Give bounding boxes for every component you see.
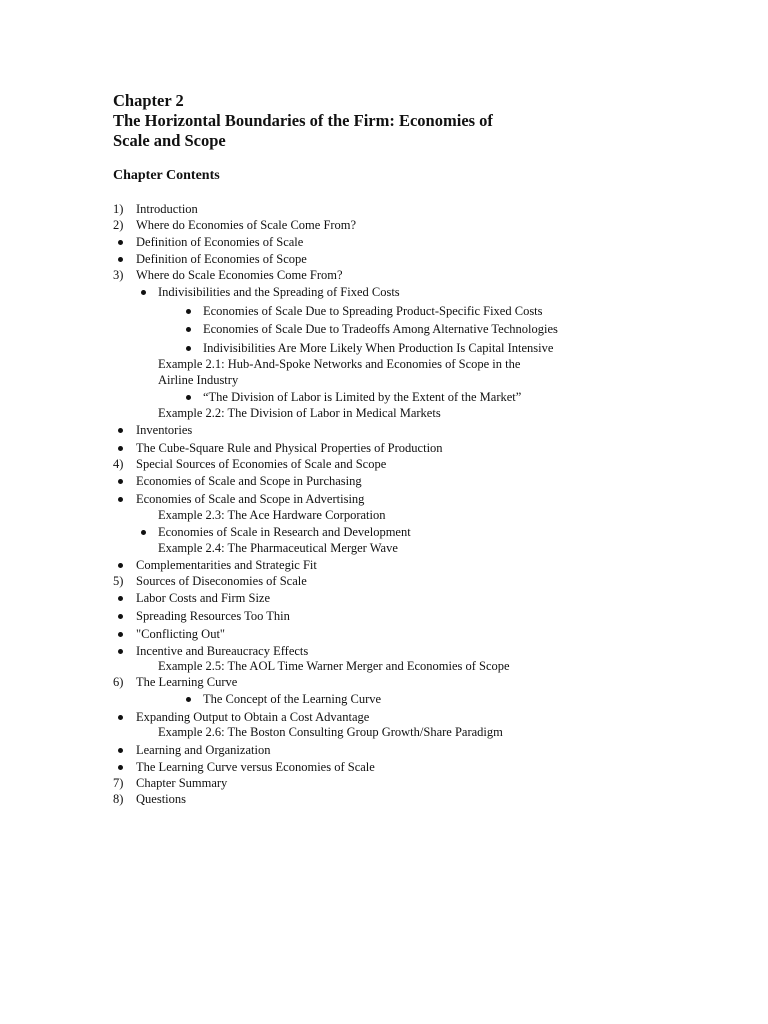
toc-item — [0, 692, 768, 708]
toc-item — [0, 235, 768, 251]
toc-item-label: Special Sources of Economies of Scale and Scope — [136, 457, 387, 471]
toc-item — [0, 322, 768, 338]
toc-example-item — [0, 508, 768, 524]
toc-item-number: 1) — [113, 202, 124, 216]
bullet-icon — [118, 614, 123, 619]
bullet-icon — [186, 309, 191, 314]
toc-item-label: Definition of Economies of Scope — [136, 252, 307, 266]
toc-item — [0, 574, 768, 590]
bullet-icon — [118, 765, 123, 770]
bullet-icon — [118, 715, 123, 720]
toc-item — [0, 441, 768, 457]
toc-item-label: Inventories — [136, 423, 193, 437]
toc-example-item — [0, 659, 768, 675]
toc-item-label: Chapter Summary — [136, 776, 228, 790]
toc-item-label: Labor Costs and Firm Size — [136, 591, 271, 605]
bullet-icon — [118, 257, 123, 262]
toc-item — [0, 268, 768, 284]
toc-item — [0, 218, 768, 234]
toc-item — [0, 609, 768, 625]
toc-item-label: The Learning Curve — [136, 675, 238, 689]
toc-item-number: 4) — [113, 457, 124, 471]
toc-item-number: 7) — [113, 776, 124, 790]
toc-item — [0, 760, 768, 776]
toc-item-label: Learning and Organization — [136, 743, 271, 757]
toc-item-label: Example 2.1: Hub-And-Spoke Networks and Economies of Scope in the — [158, 357, 521, 371]
toc-item-label: Where do Scale Economies Come From? — [136, 268, 343, 282]
toc-item — [0, 710, 768, 726]
toc-example-item — [0, 406, 768, 422]
toc-item — [0, 627, 768, 643]
toc-item — [0, 492, 768, 508]
bullet-icon — [118, 479, 123, 484]
toc-item-label: Economies of Scale Due to Spreading Product-Specific Fixed Costs — [203, 304, 543, 318]
toc-item-label: "Conflicting Out" — [136, 627, 226, 641]
toc-item-label: Example 2.3: The Ace Hardware Corporation — [158, 508, 386, 522]
bullet-icon — [118, 596, 123, 601]
chapter-title-line: Scale and Scope — [113, 131, 226, 150]
toc-item-label: Introduction — [136, 202, 198, 216]
toc-item-number: 5) — [113, 574, 124, 588]
bullet-icon — [118, 649, 123, 654]
bullet-icon — [186, 346, 191, 351]
toc-item-label: Indivisibilities Are More Likely When Production Is Capital Intensive — [203, 341, 554, 355]
toc-item — [0, 644, 768, 660]
bullet-icon — [118, 240, 123, 245]
toc-item — [0, 423, 768, 439]
toc-item-number: 3) — [113, 268, 124, 282]
bullet-icon — [186, 395, 191, 400]
toc-item — [0, 525, 768, 541]
toc-item-label: Definition of Economies of Scale — [136, 235, 304, 249]
toc-item — [0, 474, 768, 490]
bullet-icon — [186, 697, 191, 702]
toc-item — [0, 675, 768, 691]
bullet-icon — [118, 748, 123, 753]
toc-item — [0, 304, 768, 320]
toc-item-label: “The Division of Labor is Limited by the Extent of the Market” — [203, 390, 522, 404]
toc-item — [0, 457, 768, 473]
toc-item — [0, 285, 768, 301]
chapter-title-line: The Horizontal Boundaries of the Firm: Economies of — [113, 111, 493, 130]
bullet-icon — [141, 530, 146, 535]
toc-item — [0, 390, 768, 406]
toc-item-label: Economies of Scale in Research and Development — [158, 525, 411, 539]
toc-example-item — [0, 541, 768, 557]
chapter-number: Chapter 2 — [113, 91, 184, 110]
toc-item-number: 8) — [113, 792, 124, 806]
bullet-icon — [141, 290, 146, 295]
toc-item-label: Example 2.6: The Boston Consulting Group Growth/Share Paradigm — [158, 725, 503, 739]
toc-item-number: 2) — [113, 218, 124, 232]
toc-item — [0, 792, 768, 808]
toc-item — [0, 591, 768, 607]
bullet-icon — [118, 428, 123, 433]
toc-item-label: Spreading Resources Too Thin — [136, 609, 290, 623]
toc-item-label: Incentive and Bureaucracy Effects — [136, 644, 309, 658]
toc-item-label: The Concept of the Learning Curve — [203, 692, 382, 706]
toc-example-item — [0, 725, 768, 741]
toc-item-label: The Cube-Square Rule and Physical Properties of Production — [136, 441, 443, 455]
toc-item-label: Indivisibilities and the Spreading of Fixed Costs — [158, 285, 400, 299]
toc-item — [0, 743, 768, 759]
bullet-icon — [118, 497, 123, 502]
bullet-icon — [118, 632, 123, 637]
toc-item-label: Expanding Output to Obtain a Cost Advantage — [136, 710, 370, 724]
toc-example-item — [0, 357, 768, 373]
toc-item-label: Example 2.4: The Pharmaceutical Merger Wave — [158, 541, 398, 555]
toc-item-number: 6) — [113, 675, 124, 689]
toc-item-label: Economies of Scale and Scope in Purchasing — [136, 474, 362, 488]
toc-item-label: Questions — [136, 792, 186, 806]
bullet-icon — [118, 563, 123, 568]
toc-item — [0, 373, 768, 389]
toc-item-label: Complementarities and Strategic Fit — [136, 558, 317, 572]
bullet-icon — [186, 327, 191, 332]
contents-heading: Chapter Contents — [113, 168, 220, 183]
toc-item-label: Example 2.2: The Division of Labor in Medical Markets — [158, 406, 441, 420]
toc-item — [0, 341, 768, 357]
bullet-icon — [118, 446, 123, 451]
toc-item — [0, 202, 768, 218]
toc-item-label: Example 2.5: The AOL Time Warner Merger and Economies of Scope — [158, 659, 510, 673]
toc-item — [0, 776, 768, 792]
toc-item — [0, 252, 768, 268]
toc-item-label: Economies of Scale and Scope in Advertising — [136, 492, 365, 506]
toc-item-label: Airline Industry — [158, 373, 239, 387]
toc-item-label: The Learning Curve versus Economies of Scale — [136, 760, 375, 774]
toc-item-label: Sources of Diseconomies of Scale — [136, 574, 307, 588]
toc-item — [0, 558, 768, 574]
toc-item-label: Where do Economies of Scale Come From? — [136, 218, 357, 232]
toc-item-label: Economies of Scale Due to Tradeoffs Among Alternative Technologies — [203, 322, 558, 336]
